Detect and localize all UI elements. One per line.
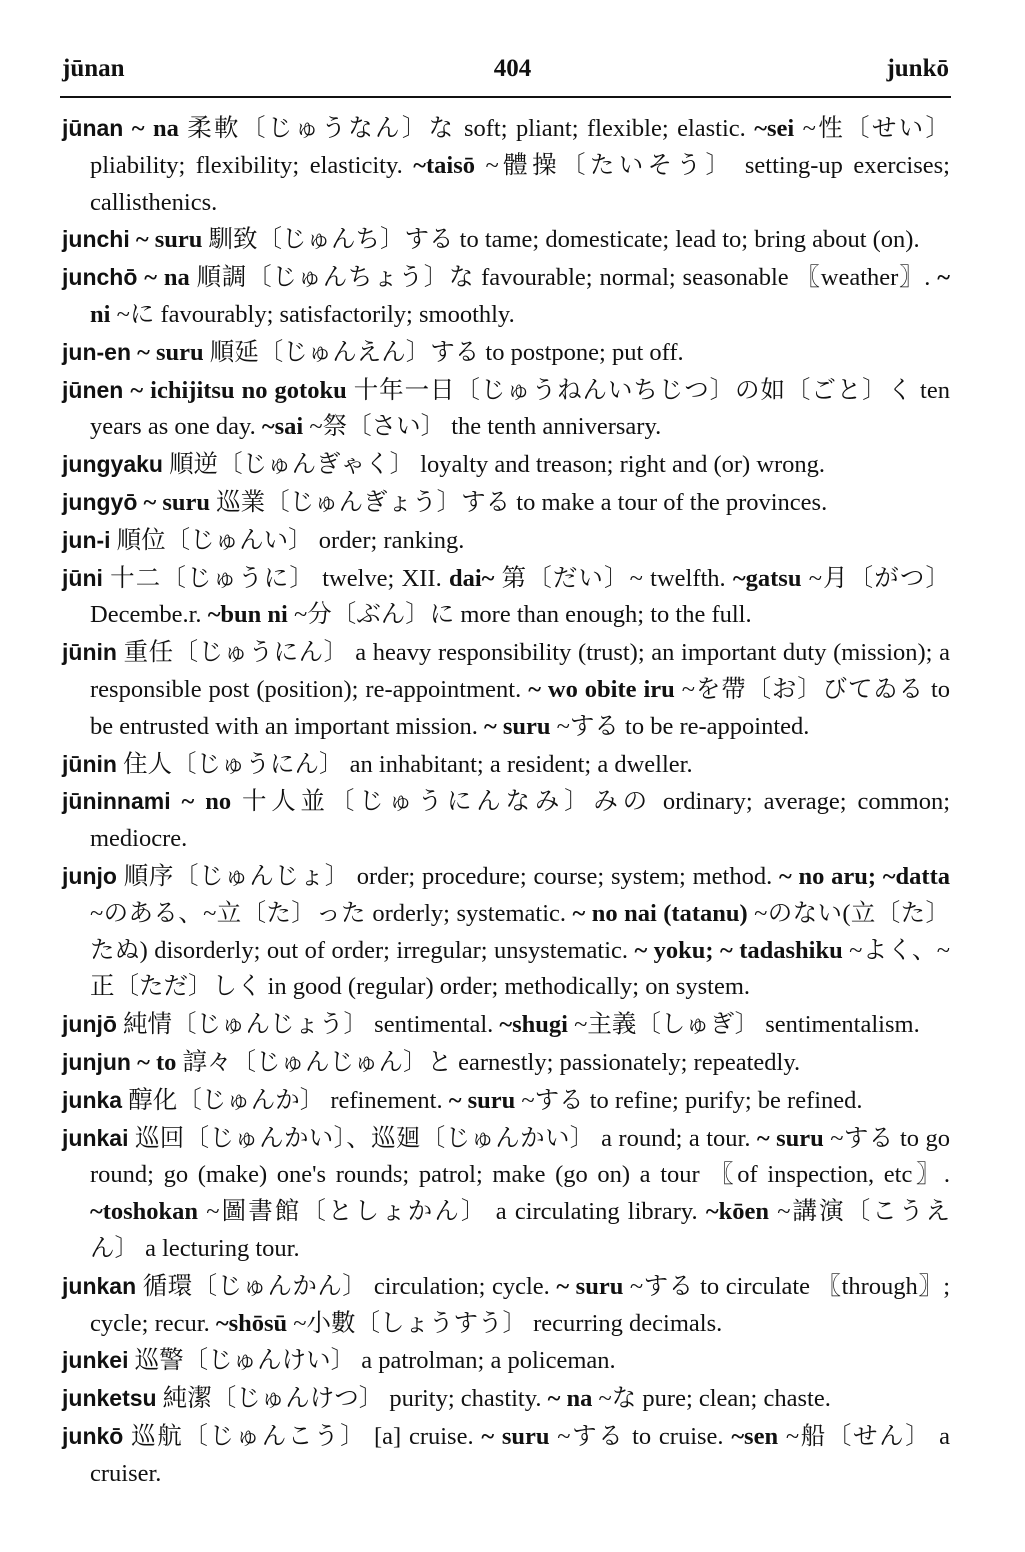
entry-derivative: ~ no: [181, 788, 232, 816]
entry-headword: jungyō: [62, 488, 138, 515]
entry-headword: junchi: [62, 226, 130, 253]
dictionary-entry-junko: [62, 1418, 950, 1493]
entry-definition: ~月〔がつ〕 Decembe.r.: [90, 564, 950, 629]
entry-definition: 順序〔じゅんじょ〕 order; procedure; course; system; method.: [123, 862, 779, 890]
entry-derivative: ~ no nai (tatanu): [572, 899, 748, 927]
entry-derivative: ~ suru: [556, 1272, 624, 1300]
dictionary-entry-junka: [62, 1082, 950, 1120]
entry-definition: ~する to go round; go (make) one's rounds; patrol; make (go on) a tour 〖of inspection, etc〗.: [90, 1124, 951, 1189]
entry-derivative: ~sen: [731, 1422, 779, 1450]
entry-headword: junkei: [62, 1347, 129, 1374]
entry-definition: ~講演〔こうえん〕 a lecturing tour.: [90, 1198, 950, 1262]
entry-definition: ~主義〔しゅぎ〕 sentimentalism.: [567, 1011, 920, 1039]
dictionary-entry-junjo: [62, 858, 950, 1006]
dictionary-entry-junketsu: [62, 1380, 950, 1418]
right-guide-word: junkō: [886, 55, 949, 82]
entry-derivative: ~ suru: [481, 1422, 550, 1450]
entry-derivative: ~ no aru; ~datta: [778, 862, 950, 890]
entry-list: [62, 110, 950, 1492]
entry-headword: junjō: [62, 1011, 117, 1038]
entry-definition: ~體操〔たいそう〕 setting-up exercises; callisthenics.: [90, 151, 950, 216]
entry-definition: ~する to circulate 〖through〗; cycle; recur.: [90, 1272, 951, 1337]
entry-definition: 純情〔じゅんじょう〕 sentimental.: [123, 1011, 500, 1039]
entry-definition: 順調〔じゅんちょう〕な favourable; normal; seasonable 〖weather〗.: [189, 264, 938, 292]
entry-derivative: ~ yoku; ~ tadashiku: [634, 936, 843, 964]
entry-derivative: ~ to: [137, 1048, 177, 1076]
entry-derivative: ~ suru: [135, 226, 203, 254]
dictionary-entry-junkan: [62, 1268, 950, 1343]
entry-definition: 十二〔じゅうに〕 twelve; XII.: [110, 564, 449, 592]
dictionary-entry-jungyo: [62, 484, 950, 522]
entry-headword: jungyaku: [62, 451, 163, 478]
entry-headword: jūnin: [62, 639, 117, 666]
entry-definition: ~する to cruise.: [549, 1422, 732, 1450]
entry-definition: ~する to be re-appointed.: [550, 712, 810, 740]
entry-derivative: ~sai: [261, 413, 304, 441]
entry-derivative: ~ ichijitsu no gotoku: [130, 376, 347, 404]
entry-headword: jūnan: [62, 115, 124, 141]
entry-definition: 重任〔じゅうにん〕 a heavy responsibility (trust); an important duty (mission); a responsible post (position); re-appointment.: [90, 639, 950, 703]
entry-derivative: ~shōsū: [215, 1309, 288, 1337]
entry-headword: junkō: [62, 1422, 124, 1449]
entry-derivative: ~ na: [144, 264, 190, 292]
dictionary-entry-junjo-2: [62, 1006, 950, 1044]
entry-definition: 馴致〔じゅんち〕する to tame; domesticate; lead to; bring about (on).: [202, 226, 920, 254]
entry-headword: junkan: [62, 1272, 137, 1299]
entry-derivative: ~ suru: [143, 488, 211, 516]
dictionary-entry-junjun: [62, 1044, 950, 1082]
dictionary-entry-junin-1: [62, 634, 950, 745]
entry-definition: 巡業〔じゅんぎょう〕する to make a tour of the provinces.: [210, 488, 828, 516]
dictionary-entry-jungyaku: [62, 446, 950, 484]
entry-definition: 順逆〔じゅんぎゃく〕 loyalty and treason; right and (or) wrong.: [169, 451, 826, 479]
dictionary-entry-juncho: [62, 259, 950, 334]
dictionary-entry-jun-i: [62, 522, 950, 560]
left-guide-word: jūnan: [62, 55, 125, 82]
entry-definition: 諄々〔じゅんじゅん〕と earnestly; passionately; repeatedly.: [176, 1048, 801, 1076]
dictionary-entry-junchi: [62, 221, 950, 259]
entry-headword: jūninnami: [62, 788, 171, 815]
entry-definition: ~よく、~正〔ただ〕しく in good (regular) order; methodically; on system.: [90, 936, 950, 1001]
entry-headword: jūnin: [62, 750, 117, 777]
entry-headword: jūnen: [62, 376, 124, 403]
entry-definition: 十人並〔じゅうにんなみ〕みの ordinary; average; common; mediocre.: [90, 788, 951, 853]
entry-definition: ~分〔ぶん〕に more than enough; to the full.: [287, 601, 752, 629]
entry-definition: 住人〔じゅうにん〕 an inhabitant; a resident; a dweller.: [123, 750, 693, 778]
entry-derivative: ~toshokan: [90, 1198, 199, 1226]
dictionary-entry-junan: [62, 110, 950, 221]
entry-definition: 醇化〔じゅんか〕 refinement.: [128, 1086, 449, 1114]
entry-definition: 巡警〔じゅんけい〕 a patrolman; a policeman.: [134, 1347, 616, 1375]
entry-derivative: ~kōen: [705, 1198, 769, 1226]
entry-derivative: ~ suru: [484, 712, 551, 740]
entry-derivative: ~shugi: [499, 1011, 568, 1039]
entry-derivative: ~ wo obite iru: [528, 675, 675, 703]
entry-headword: junjun: [62, 1048, 131, 1075]
entry-definition: ~祭〔さい〕 the tenth anniversary.: [303, 413, 662, 441]
entry-headword: jūni: [62, 564, 103, 591]
entry-derivative: ~ ni: [90, 264, 951, 328]
entry-derivative: ~ suru: [448, 1086, 516, 1114]
entry-definition: 第〔だい〕~ twelfth.: [494, 564, 733, 592]
entry-definition: ~性〔せい〕 pliability; flexibility; elasticity.: [90, 115, 951, 179]
entry-headword: junjo: [62, 862, 117, 889]
entry-definition: 順位〔じゅんい〕 order; ranking.: [116, 526, 465, 554]
entry-definition: 柔軟〔じゅうなん〕な soft; pliant; flexible; elastic.: [178, 115, 755, 142]
entry-derivative: ~ suru: [756, 1124, 824, 1152]
dictionary-entry-junkai: [62, 1120, 950, 1268]
entry-definition: ~船〔せん〕 a cruiser.: [90, 1422, 950, 1487]
entry-definition: ~のない(立〔た〕たぬ) disorderly; out of order; irregular; unsystematic.: [90, 899, 951, 964]
entry-derivative: ~bun ni: [207, 601, 288, 629]
entry-derivative: ~gatsu: [732, 564, 802, 592]
entry-definition: 純潔〔じゅんけつ〕 purity; chastity.: [162, 1385, 548, 1413]
dictionary-entry-juni: [62, 560, 950, 635]
entry-derivative: ~sei: [754, 115, 795, 142]
entry-definition: 順延〔じゅんえん〕する to postpone; put off.: [203, 338, 684, 366]
entry-definition: ~に favourably; satisfactorily; smoothly.: [110, 300, 515, 328]
entry-definition: ~のある、~立〔た〕った orderly; systematic.: [90, 899, 573, 927]
entry-definition: ~な pure; clean; chaste.: [592, 1385, 831, 1413]
entry-definition: ~を帶〔お〕びてゐる to be entrusted with an important mission.: [90, 675, 950, 740]
entry-definition: 巡航〔じゅんこう〕 [a] cruise.: [131, 1422, 482, 1450]
entry-derivative: dai~: [448, 564, 495, 592]
entry-derivative: ~ suru: [137, 338, 204, 366]
entry-definition: ~小數〔しょうすう〕 recurring decimals.: [287, 1309, 723, 1337]
entry-derivative: ~ na: [547, 1385, 593, 1413]
entry-definition: 巡回〔じゅんかい〕、巡廻〔じゅんかい〕 a round; a tour.: [134, 1124, 757, 1152]
entry-headword: junketsu: [62, 1385, 157, 1412]
page-number: 404: [493, 55, 532, 82]
entry-derivative: ~ na: [131, 115, 179, 142]
dictionary-entry-junen: [62, 372, 950, 447]
entry-derivative: ~taisō: [413, 151, 475, 179]
header-rule: [60, 96, 951, 98]
entry-headword: jun-en: [62, 338, 131, 365]
entry-definition: ~圖書館〔としょかん〕 a circulating library.: [198, 1198, 706, 1226]
entry-headword: junchō: [62, 264, 138, 291]
entry-headword: junka: [62, 1086, 123, 1113]
entry-definition: 十年一日〔じゅうねんいちじつ〕の如〔ごと〕く ten years as one day.: [90, 376, 950, 441]
dictionary-entry-junkei: [62, 1342, 950, 1380]
entry-definition: 循環〔じゅんかん〕 circulation; cycle.: [142, 1272, 557, 1300]
dictionary-entry-juninnami: [62, 783, 950, 858]
entry-definition: ~する to refine; purify; be refined.: [515, 1086, 863, 1114]
entry-headword: jun-i: [62, 526, 111, 553]
entry-headword: junkai: [62, 1124, 129, 1151]
dictionary-entry-junin-2: [62, 746, 950, 784]
dictionary-entry-jun-en: [62, 334, 950, 372]
